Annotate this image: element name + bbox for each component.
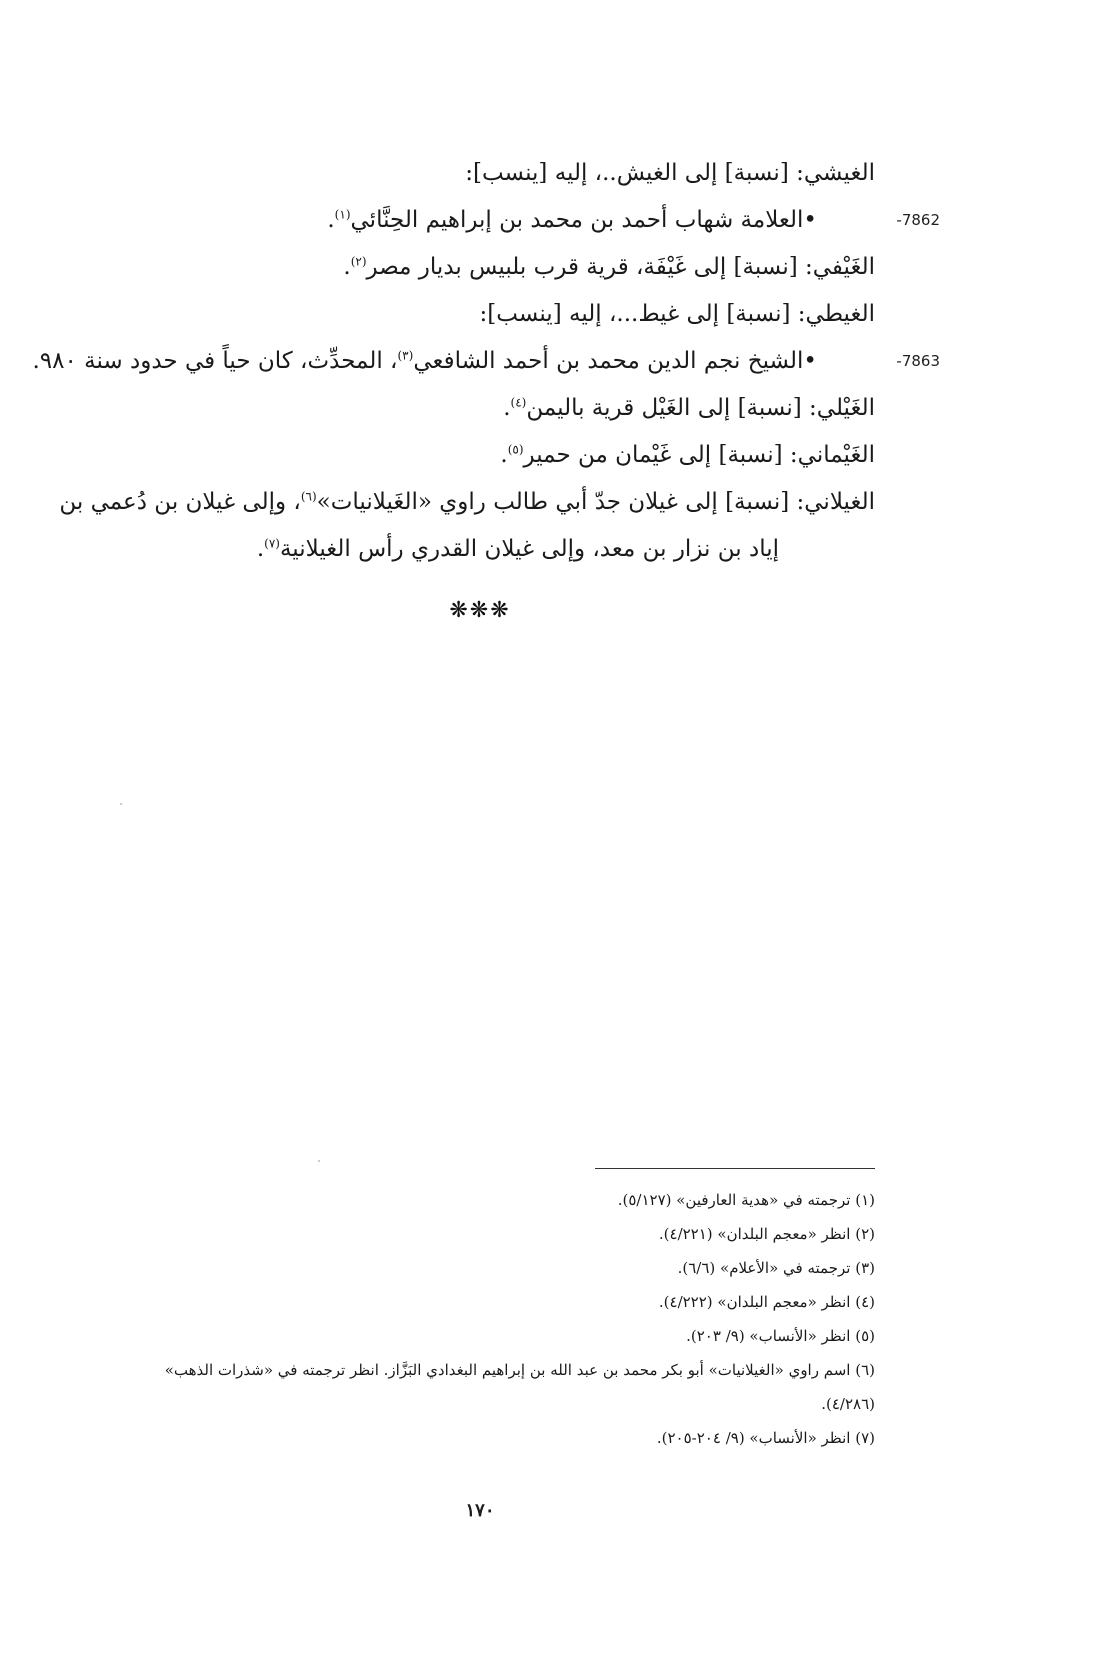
entry-number: -7862	[896, 211, 940, 229]
footnote-ref[interactable]: (٢)	[350, 254, 367, 269]
footnote-ref[interactable]: (١)	[334, 207, 351, 222]
footnote-2: (٢) انظر «معجم البلدان» (٤/٢٢١).	[658, 1225, 875, 1243]
footnote-ref[interactable]: (٥)	[507, 442, 524, 457]
heading-text: الغَيْفي: [نسبة] إلى غَيْفَة، قرية قرب بلبيس بديار مصر	[366, 254, 875, 280]
heading-ghayfi	[95, 244, 875, 291]
section-separator: ❋❋❋	[449, 598, 511, 623]
heading-tail: ، وإلى غيلان بن دُعمي بن	[59, 489, 301, 515]
page-number: ١٧٠	[465, 1500, 495, 1521]
entry-7863	[32, 338, 940, 385]
footnote-4: (٤) انظر «معجم البلدان» (٤/٢٢٢).	[658, 1293, 875, 1311]
continuation-tail: .	[256, 536, 265, 562]
entry-tail: ، المحدِّث، كان حياً في حدود سنة ٩٨٠.	[32, 348, 398, 374]
entry-number: -7863	[896, 352, 940, 370]
entry-text: •العلامة شهاب أحمد بن محمد بن إبراهيم الحِنَّائي	[350, 207, 817, 233]
footnote-ref[interactable]: (٣)	[397, 348, 414, 363]
footnote-6-continued: (٤/٢٨٦).	[821, 1395, 875, 1413]
footnote-ref[interactable]: (٧)	[264, 536, 280, 551]
heading-text: الغيطي: [نسبة] إلى غيط...، إليه [ينسب]:	[479, 301, 875, 327]
footnote-divider	[595, 1168, 875, 1169]
heading-tail: .	[500, 442, 508, 468]
footnote-ref[interactable]: (٦)	[300, 489, 317, 504]
scan-speck	[120, 803, 122, 805]
heading-ghayti	[95, 291, 875, 338]
footnote-5: (٥) انظر «الأنساب» (٩/ ٢٠٣).	[686, 1327, 875, 1345]
entry-tail: .	[327, 207, 335, 233]
heading-text: الغيلاني: [نسبة] إلى غيلان جدّ أبي طالب راوي «الغَيلانيات»	[316, 489, 875, 515]
heading-ghaylani	[59, 479, 875, 526]
heading-text: الغيشي: [نسبة] إلى الغيش..، إليه [ينسب]:	[465, 160, 875, 186]
main-text-block	[32, 150, 940, 573]
heading-text: الغَيْلي: [نسبة] إلى الغَيْل قرية باليمن	[526, 395, 875, 421]
heading-ghaymani	[95, 432, 875, 479]
footnote-3: (٣) ترجمته في «الأعلام» (٦/٦).	[677, 1259, 875, 1277]
entry-text: •الشيخ نجم الدين محمد بن أحمد الشافعي	[413, 348, 817, 374]
heading-ghayli	[95, 385, 875, 432]
heading-ghayshi	[95, 150, 875, 197]
footnote-6: (٦) اسم راوي «الغيلانيات» أبو بكر محمد بن عبد الله بن إبراهيم البغدادي البَزَّاز. انظر ترجمته في «شذرات الذهب»	[164, 1361, 875, 1379]
heading-text: الغَيْماني: [نسبة] إلى غَيْمان من حمير	[523, 442, 875, 468]
heading-ghaylani-continued	[95, 526, 875, 573]
footnote-7: (٧) انظر «الأنساب» (٩/ ٢٠٤-٢٠٥).	[656, 1429, 875, 1447]
entry-7862	[95, 197, 940, 244]
heading-tail: .	[343, 254, 351, 280]
footnotes-block	[85, 1183, 875, 1455]
scan-speck	[318, 1160, 320, 1162]
heading-tail: .	[503, 395, 511, 421]
continuation-text: إياد بن نزار بن معد، وإلى غيلان القدري رأس الغيلانية	[279, 536, 779, 562]
footnote-ref[interactable]: (٤)	[510, 395, 527, 410]
footnote-1: (١) ترجمته في «هدية العارفين» (٥/١٢٧).	[617, 1191, 875, 1209]
